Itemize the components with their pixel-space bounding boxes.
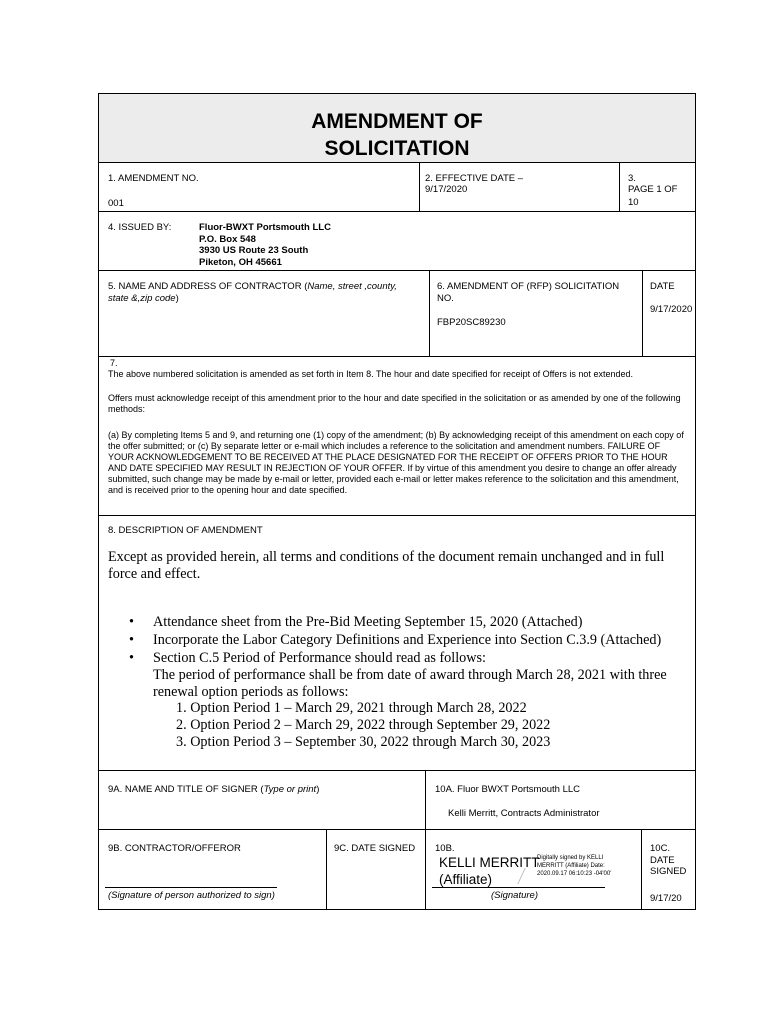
option-period-2: 2. Option Period 2 – March 29, 2022 through September 29, 2022 [176, 717, 551, 733]
bullet-marker: • [129, 650, 134, 666]
item7-paragraph-1: The above numbered solicitation is amended as set forth in Item 8. The hour and date specified for receipt of Offers is not extended. [108, 369, 633, 379]
page-item-number: 3. [628, 173, 636, 184]
divider [419, 162, 420, 211]
authorized-signature-text: (Signature of person authorized to sign) [108, 890, 275, 901]
bullet-marker: • [129, 632, 134, 648]
divider [642, 270, 643, 356]
item7-paragraph-3: (a) By completing Items 5 and 9, and returning one (1) copy of the amendment; (b) By acknowledging receipt of this amendment on each copy of the offer submitted; or (c) By separate letter or e-mail which includes a reference to the solicitation and amendment numbers. FAILURE OF YOUR ACKNOWLEDGEMENT TO BE RECEIVED AT THE PLACE DESIGNATED FOR THE RECEIPT OF OFFERS PRIOR TO THE HOUR AND DATE SPECIFIED MAY RESULT IN REJECTION OF YOUR OFFER. If by virtue of this amendment you desire to change an offer already submitted, such change may be made by e-mail or letter, provided each e-mail or letter makes reference to the solicitation and this amendment, and is received prior to the opening hour and date specified. [108, 430, 684, 495]
solicitation-date-value: 9/17/2020 [650, 304, 693, 315]
divider [641, 829, 642, 910]
period-text: The period of performance shall be from date of award through March 28, 2021 with three renewal option periods as follows: [153, 667, 667, 700]
divider [619, 162, 620, 211]
signer-label-italic: Type or print [263, 784, 317, 795]
issued-by-label: 4. ISSUED BY: [108, 222, 172, 233]
item7-number: 7. [110, 358, 118, 368]
solicitation-label-1: 6. AMENDMENT OF (RFP) SOLICITATION [437, 281, 620, 292]
signature-name: KELLI MERRITT [439, 855, 540, 870]
solicitation-date-label: DATE [650, 281, 675, 292]
bullet-labor-category: Incorporate the Labor Category Definitions and Experience into Section C.3.9 (Attached) [153, 632, 662, 648]
signature-affiliate: (Affiliate) [439, 872, 493, 887]
contractor-offeror-label: 9B. CONTRACTOR/OFFEROR [108, 843, 241, 854]
form-title: AMENDMENT OF SOLICITATION [311, 110, 483, 160]
solicitation-number: FBP20SC89230 [437, 317, 506, 328]
date-signed-label: 9C. DATE SIGNED [334, 843, 416, 854]
signature-10b-label: 10B. [435, 843, 455, 854]
fluor-signer: Kelli Merritt, Contracts Administrator [448, 808, 600, 819]
digital-signature-stamp: Digitally signed by KELLI MERRITT (Affiliate) Date: 2020.09.17 06:10:23 -04'00' [537, 855, 612, 877]
rule [99, 829, 695, 830]
title-band [99, 94, 695, 163]
rule [99, 270, 695, 271]
description-label: 8. DESCRIPTION OF AMENDMENT [108, 525, 263, 536]
option-period-3: 3. Option Period 3 – September 30, 2022 through March 30, 2023 [176, 734, 551, 750]
signer-label-suffix: ) [316, 784, 320, 795]
description-intro: Except as provided herein, all terms and conditions of the document remain unchanged and in full force and effect. [108, 549, 665, 582]
page-total: 10 [628, 197, 639, 208]
contractor-label-italic: Name, street ,county, [307, 281, 397, 292]
contractor-label-prefix: 5. NAME AND ADDRESS OF CONTRACTOR ( [108, 281, 308, 292]
divider [425, 770, 426, 910]
contractor-label-italic-2: state &,zip code [108, 292, 176, 304]
page-label: PAGE 1 OF [628, 184, 678, 195]
option-period-1: 1. Option Period 1 – March 29, 2021 through March 28, 2022 [176, 700, 527, 716]
signer-label [108, 784, 319, 796]
authorized-signature-caption [108, 890, 275, 902]
amendment-no-label: 1. AMENDMENT NO. [108, 173, 199, 184]
solicitation-label-2: NO. [437, 293, 454, 304]
authorized-signature-line [105, 887, 277, 888]
signature-caption-text: (Signature) [491, 890, 538, 901]
date-signed-10c-num: 10C. [650, 843, 671, 854]
fluor-signature-line [432, 887, 605, 888]
divider [326, 829, 327, 910]
amendment-no-value: 001 [108, 198, 124, 209]
issuer-po-box: P.O. Box 548 [199, 234, 256, 245]
contractor-label-suffix: ) [175, 292, 179, 304]
date-signed-10c-label-1: DATE [650, 855, 675, 866]
rule [99, 770, 695, 771]
signer-label-prefix: 9A. NAME AND TITLE OF SIGNER ( [108, 784, 264, 795]
fluor-label: 10A. Fluor BWXT Portsmouth LLC [435, 784, 581, 795]
rule [99, 211, 695, 212]
bullet-attendance: Attendance sheet from the Pre-Bid Meeting September 15, 2020 (Attached) [153, 614, 583, 630]
signature-caption [491, 890, 538, 902]
issuer-street: 3930 US Route 23 South [199, 245, 309, 256]
effective-date-label: 2. EFFECTIVE DATE – [425, 173, 524, 184]
effective-date-value: 9/17/2020 [425, 184, 468, 195]
amendment-form [98, 93, 696, 910]
date-signed-10c-value: 9/17/20 [650, 893, 682, 904]
date-signed-10c-label-2: SIGNED [650, 866, 687, 877]
issuer-city: Piketon, OH 45661 [199, 257, 282, 268]
bullet-period-of-performance: Section C.5 Period of Performance should read as follows: [153, 650, 486, 666]
bullet-marker: • [129, 614, 134, 630]
rule [99, 515, 695, 516]
item7-paragraph-2: Offers must acknowledge receipt of this amendment prior to the hour and date specified in the solicitation or as amended by one of the following methods: [108, 393, 681, 414]
issuer-name: Fluor-BWXT Portsmouth LLC [199, 222, 331, 233]
contractor-label [108, 281, 423, 304]
divider [429, 270, 430, 356]
rule [99, 356, 695, 357]
